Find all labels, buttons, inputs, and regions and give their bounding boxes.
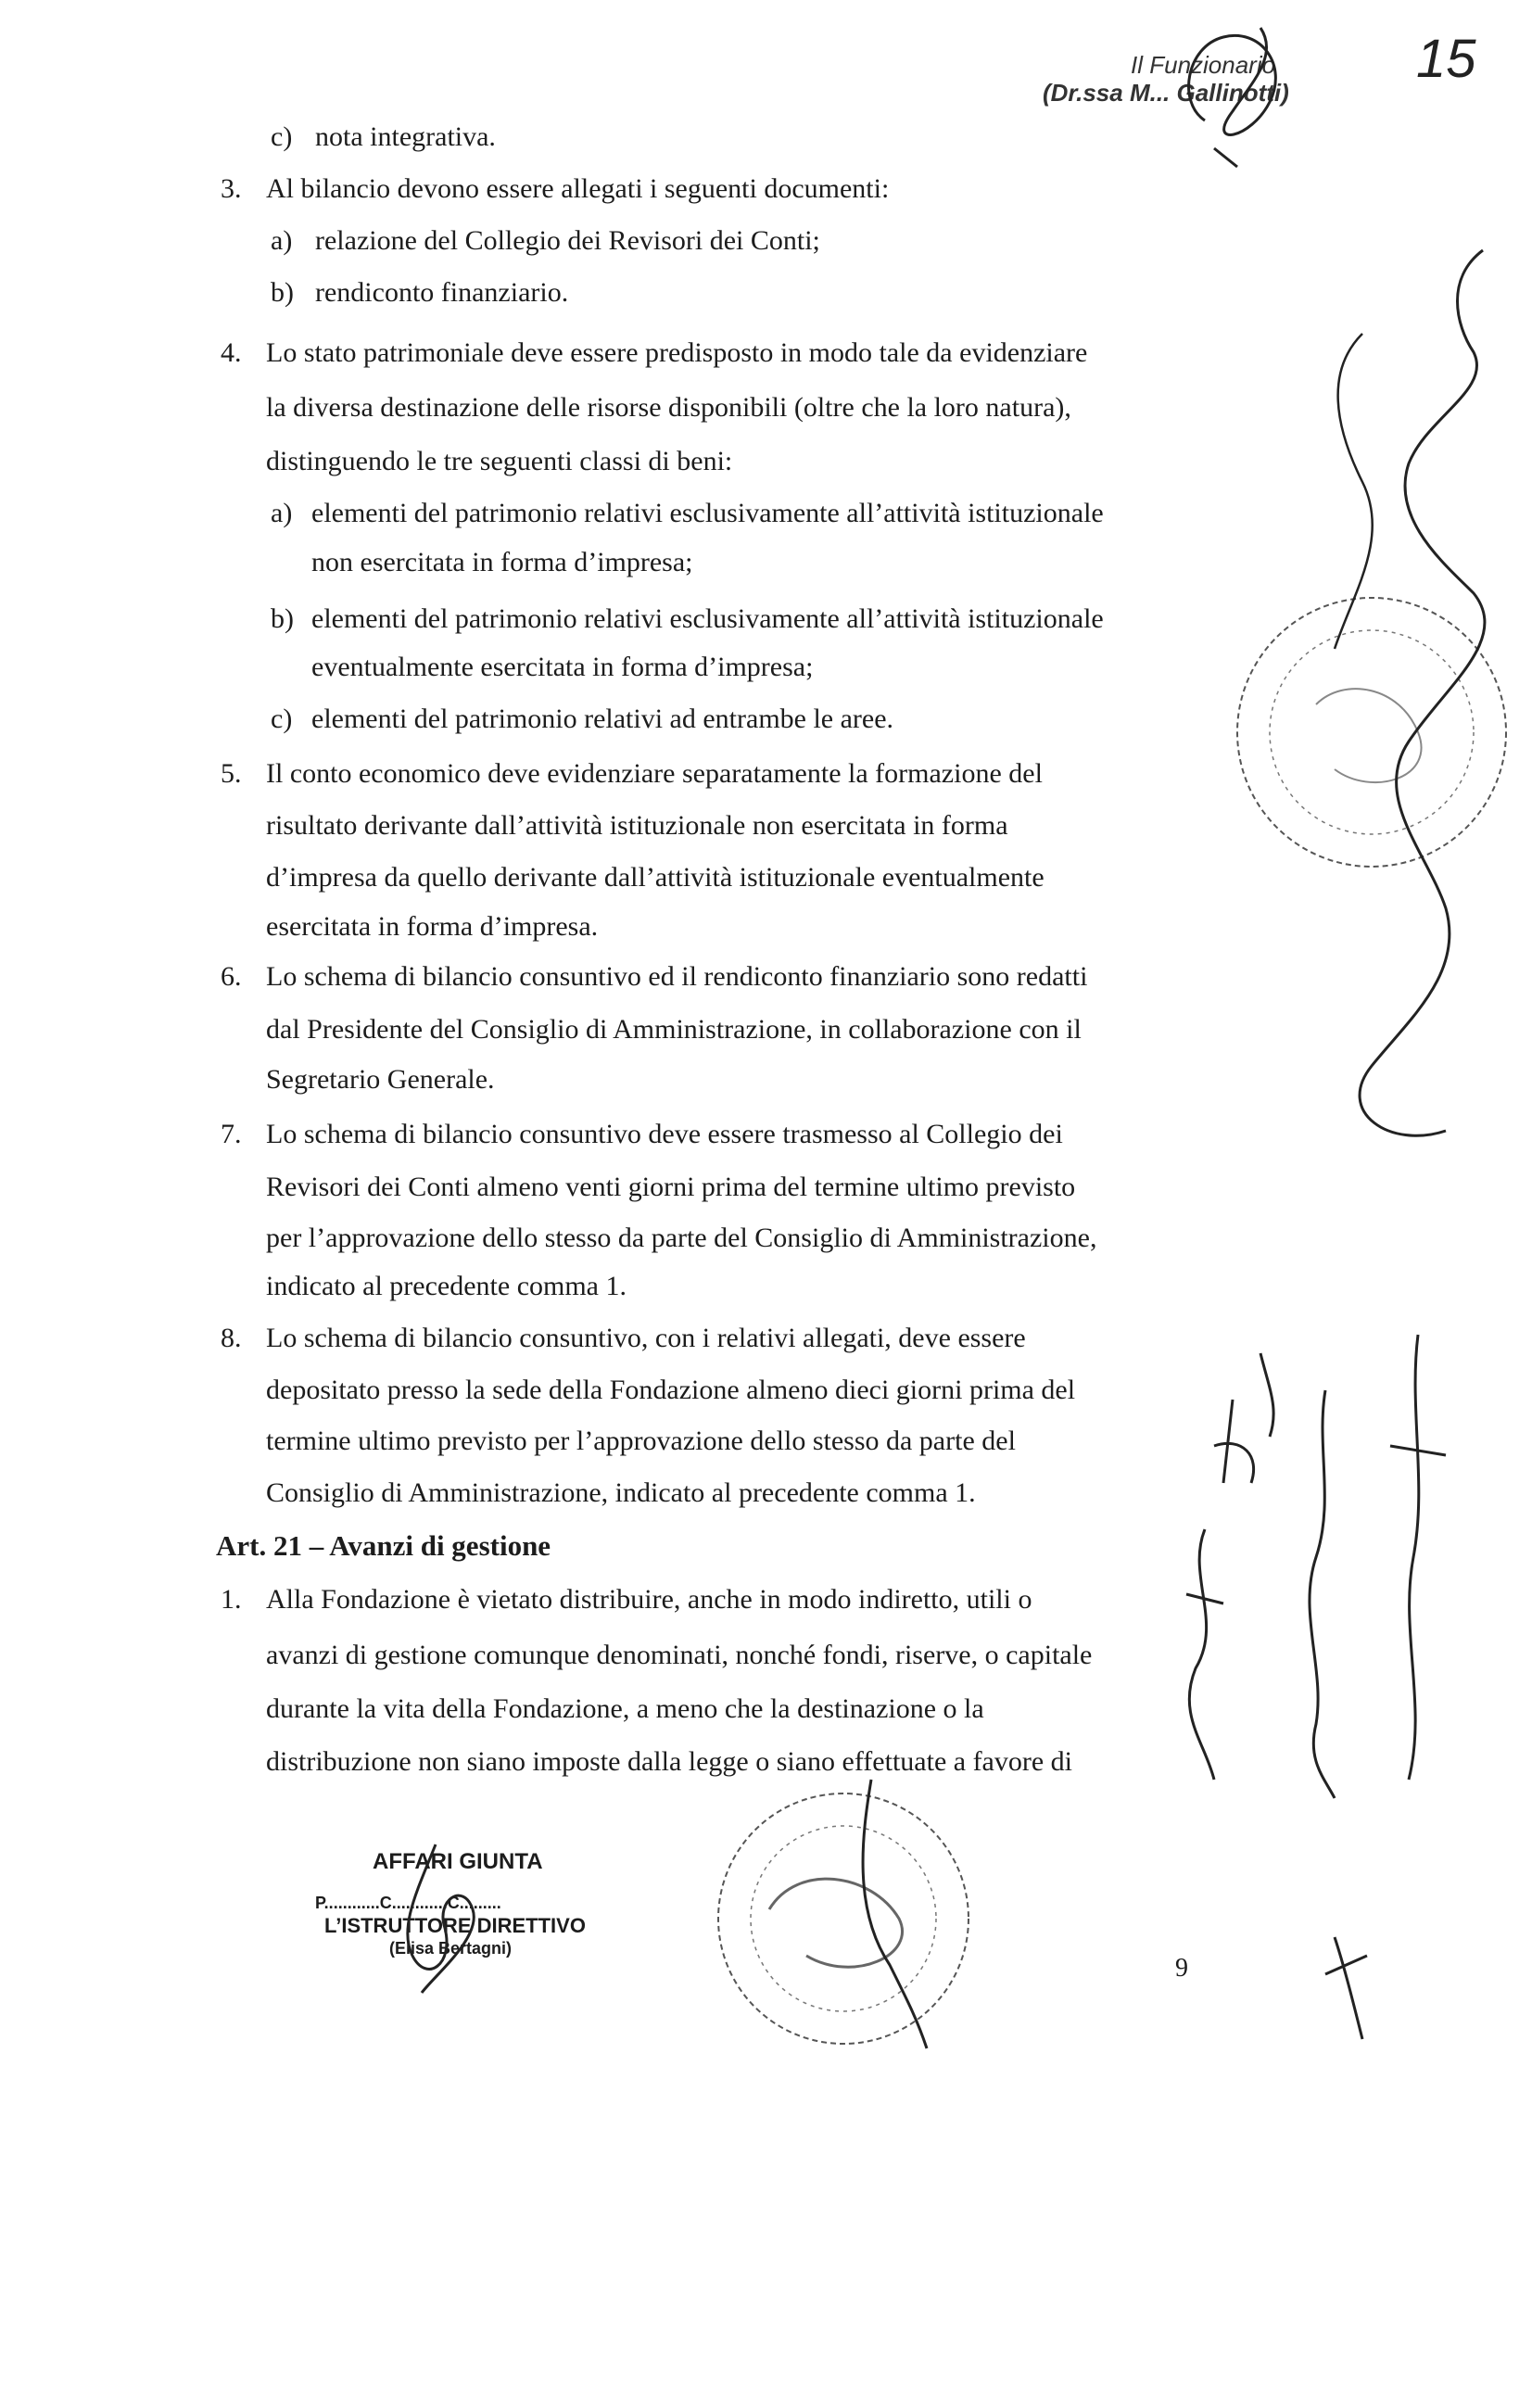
item-line: dal Presidente del Consiglio di Amministrazione, in collaborazione con il xyxy=(266,1014,1082,1045)
item-line: risultato derivante dall’attività istituzionale non esercitata in forma xyxy=(266,810,1008,841)
item-line: Lo stato patrimoniale deve essere predisposto in modo tale da evidenziare xyxy=(266,337,1088,368)
item-line: esercitata in forma d’impresa. xyxy=(266,911,599,942)
item-marker: b) xyxy=(271,277,294,308)
item-marker: a) xyxy=(271,225,293,256)
item-line: Lo schema di bilancio consuntivo deve essere trasmesso al Collegio dei xyxy=(266,1119,1063,1149)
item-line: d’impresa da quello derivante dall’attività istituzionale eventualmente xyxy=(266,862,1045,893)
item-line: distinguendo le tre seguenti classi di beni: xyxy=(266,446,733,476)
office-stamp-name: (Elisa Bertagni) xyxy=(389,1939,513,1958)
item-line: Lo schema di bilancio consuntivo ed il rendiconto finanziario sono redatti xyxy=(266,961,1088,992)
item-marker: 7. xyxy=(221,1119,242,1149)
item-line: nota integrativa. xyxy=(315,121,496,152)
item-line: elementi del patrimonio relativi esclusivamente all’attività istituzionale xyxy=(311,603,1104,634)
item-line: non esercitata in forma d’impresa; xyxy=(311,547,693,577)
item-line: depositato presso la sede della Fondazione almeno dieci giorni prima del xyxy=(266,1375,1076,1405)
item-marker: 3. xyxy=(221,173,242,204)
item-line: Lo schema di bilancio consuntivo, con i relativi allegati, deve essere xyxy=(266,1323,1026,1353)
stamp-line-1: Il Funzionario xyxy=(1131,51,1276,79)
item-line: Revisori dei Conti almeno venti giorni prima del termine ultimo previsto xyxy=(266,1172,1076,1202)
item-line: durante la vita della Fondazione, a meno che la destinazione o la xyxy=(266,1693,984,1724)
item-line: elementi del patrimonio relativi esclusivamente all’attività istituzionale xyxy=(311,498,1104,528)
office-stamp-role: L’ISTRUTTORE DIRETTIVO xyxy=(324,1914,586,1937)
office-stamp-p-line: P............C............C......... xyxy=(315,1894,501,1912)
item-line: eventualmente esercitata in forma d’impresa; xyxy=(311,652,814,682)
item-line: Il conto economico deve evidenziare separatamente la formazione del xyxy=(266,758,1043,789)
item-line: elementi del patrimonio relativi ad entrambe le aree. xyxy=(311,703,894,734)
article-heading: Art. 21 – Avanzi di gestione xyxy=(216,1529,551,1562)
item-marker: 1. xyxy=(221,1584,242,1615)
item-marker: 6. xyxy=(221,961,242,992)
item-marker: 5. xyxy=(221,758,242,789)
item-line: distribuzione non siano imposte dalla legge o siano effettuate a favore di xyxy=(266,1746,1073,1777)
office-stamp-title: AFFARI GIUNTA xyxy=(373,1849,543,1874)
item-line: relazione del Collegio dei Revisori dei Conti; xyxy=(315,225,820,256)
item-marker: c) xyxy=(271,121,293,152)
item-line: rendiconto finanziario. xyxy=(315,277,569,308)
item-marker: c) xyxy=(271,703,293,734)
item-line: Segretario Generale. xyxy=(266,1064,495,1095)
item-marker: 4. xyxy=(221,337,242,368)
item-line: la diversa destinazione delle risorse disponibili (oltre che la loro natura), xyxy=(266,392,1071,423)
item-line: per l’approvazione dello stesso da parte del Consiglio di Amministrazione, xyxy=(266,1223,1097,1253)
item-line: indicato al precedente comma 1. xyxy=(266,1271,627,1301)
item-line: Alla Fondazione è vietato distribuire, anche in modo indiretto, utili o xyxy=(266,1584,1032,1615)
item-marker: a) xyxy=(271,498,293,528)
stamp-line-2: (Dr.ssa M... Gallinotti) xyxy=(1043,79,1289,107)
item-line: termine ultimo previsto per l’approvazione dello stesso da parte del xyxy=(266,1426,1016,1456)
page-corner-number: 15 xyxy=(1416,29,1476,89)
page-number: 9 xyxy=(1175,1954,1188,1983)
item-line: Consiglio di Amministrazione, indicato al precedente comma 1. xyxy=(266,1477,976,1508)
item-line: avanzi di gestione comunque denominati, nonché fondi, riserve, o capitale xyxy=(266,1640,1093,1670)
item-line: Al bilancio devono essere allegati i seguenti documenti: xyxy=(266,173,890,204)
item-marker: b) xyxy=(271,603,294,634)
item-marker: 8. xyxy=(221,1323,242,1353)
